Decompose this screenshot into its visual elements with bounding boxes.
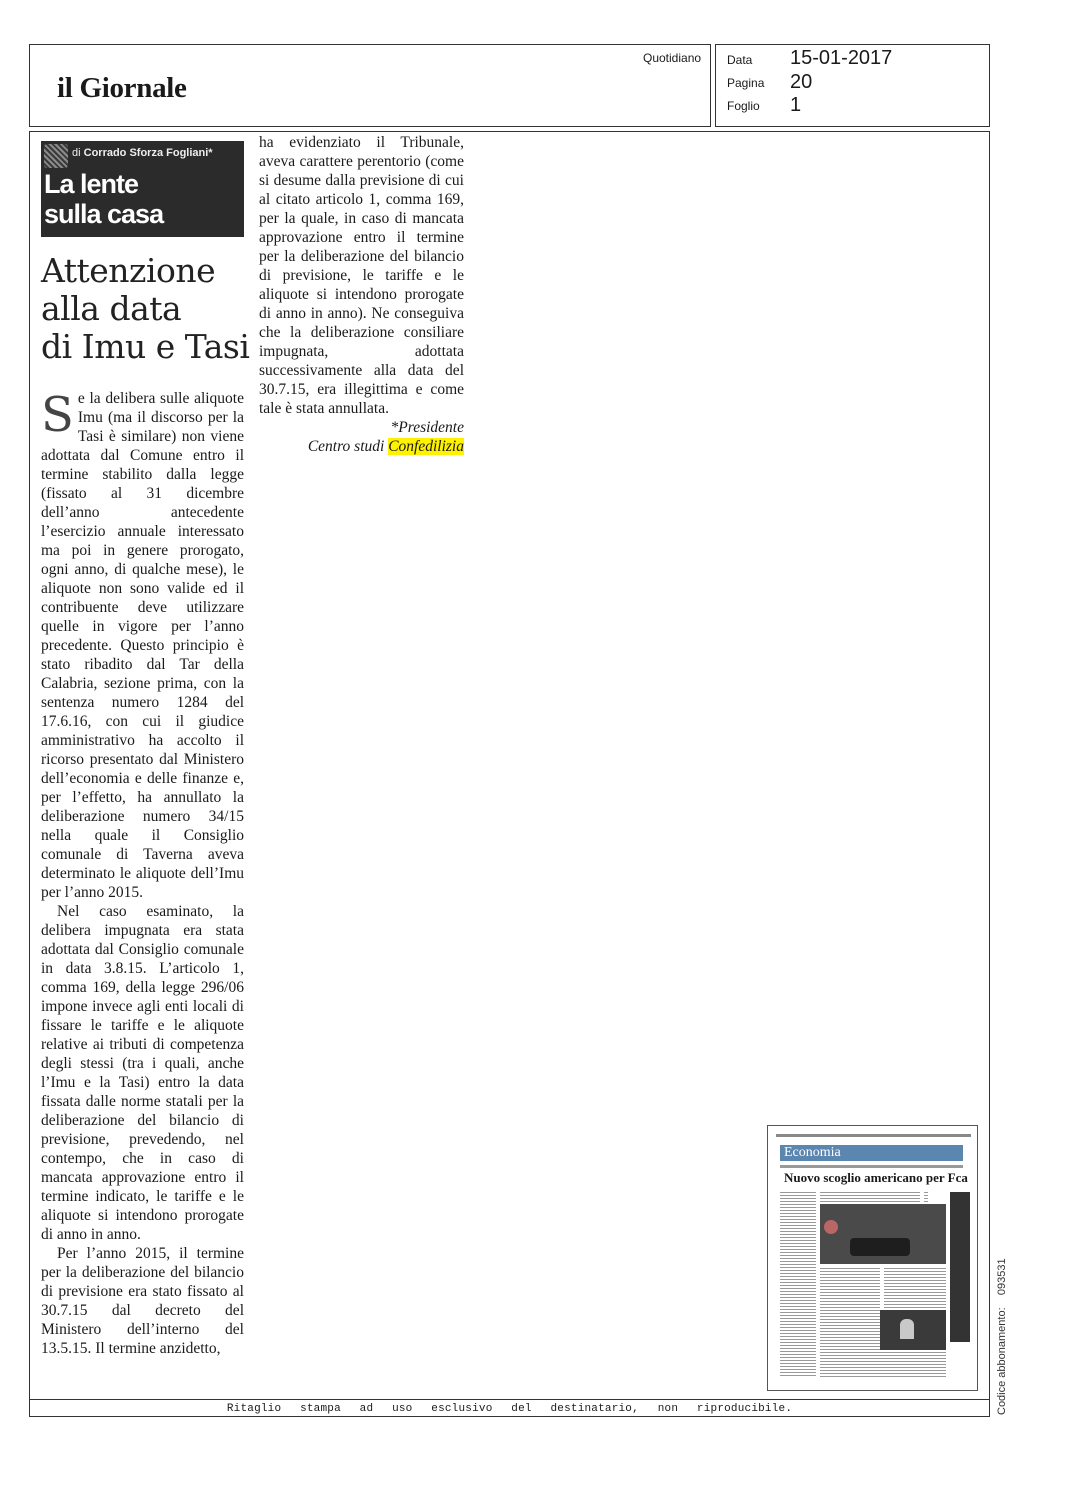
thumbnail-photo-car — [850, 1238, 910, 1256]
thumbnail-headline: Nuovo scoglio americano per Fca — [784, 1170, 968, 1185]
article-paragraph: Nel caso esaminato, la delibera impugnata era stata adottata dal Consiglio comunale in data 3.8.15. L’articolo 1, comma 169, della legge 296/06 impone invece agli enti locali di fissare le tariffe e le aliquote relative ai tributi di competenza degli stessi (tra i quali, anche l’Imu e la Tasi) entro la data fissata dalle norme statali per la deliberazione del bilancio di previsione, prevedendo, nel contempo, che in caso di mancata approvazione entro il termine indicato, le tariffe e le aliquote si intendono prorogate di anno in anno. — [41, 903, 244, 1243]
sheet-label: Foglio — [727, 99, 760, 113]
thumbnail-page — [776, 1134, 971, 1384]
article-column-1 — [41, 389, 244, 1358]
thumbnail-text-column — [880, 1352, 946, 1378]
author-name: Corrado Sforza Fogliani* — [83, 147, 213, 159]
author-portrait — [44, 144, 68, 168]
thumbnail-kicker — [780, 1165, 963, 1168]
sheet-value: 1 — [790, 94, 802, 116]
masthead: il Giornale — [57, 72, 187, 104]
thumbnail-sidebar — [950, 1192, 970, 1342]
thumbnail-text-column — [884, 1268, 946, 1308]
thumbnail-text-column — [924, 1192, 928, 1202]
article-paragraph: ha evidenziato il Tribunale, aveva carattere perentorio (come si desume dalla previsione di cui al citato articolo 1, comma 169, per la quale, in caso di mancata approvazione entro il termine per la deliberazione del bilancio di previsione, le tariffe e le aliquote si intendono prorogate di anno in anno). Ne conseguiva che la deliberazione consiliare impugnata, adottata successivamente alla data del 30.7.15, era illegittima e come tale è stata annullata. — [259, 134, 464, 417]
article-paragraph: Per l’anno 2015, il termine per la deliberazione del bilancio di previsione era stato fissato al 30.7.15 dal decreto del Ministero dell’interno del 13.5.15. Il termine anzidetto, — [41, 1245, 244, 1357]
page-value: 20 — [790, 71, 813, 93]
rubric-title — [44, 169, 244, 229]
article-headline — [41, 252, 251, 366]
signature-org-prefix: Centro studi — [307, 438, 385, 455]
thumbnail-text-column — [820, 1192, 920, 1202]
highlighted-keyword: Confedilizia — [388, 438, 464, 455]
thumbnail-photo-person — [824, 1220, 838, 1234]
paragraph-text: e la delibera sulle aliquote Imu (ma il discorso per la Tasi è similare) non viene adottata dal Comune entro il termine stabilito dalla legge (fissato al 31 dicembre dell’anno antecedente l’esercizio annuale interessato ma poi in genere prorogato, ogni anno, di qualche mese), le aliquote non sono valide ed il contribuente deve utilizzare quelle in vigore per l’anno precedente. Questo principio è stato ribadito dal Tar della Calabria, sezione prima, con la sentenza numero 1284 del 17.6.16, con cui il giudice amministrativo ha accolto il ricorso presentato dal Ministero dell’economia e delle finanze e, per l’effetto, ha annullato la deliberazione numero 34/15 nella quale il Consiglio comunale di Taverna aveva determinato le aliquote dell’Imu per l’anno 2015. — [41, 390, 244, 901]
thumbnail-topbar — [776, 1134, 971, 1137]
subscription-label: Codice abbonamento: — [996, 1307, 1008, 1415]
thumbnail-text-column — [780, 1192, 816, 1377]
signature-org — [259, 437, 464, 456]
signature-role: *Presidente — [390, 419, 464, 436]
thumbnail-text-column — [820, 1352, 876, 1378]
footer-divider — [29, 1399, 990, 1400]
article-column-2 — [259, 133, 464, 456]
date-label: Data — [727, 53, 753, 67]
page-thumbnail — [767, 1125, 978, 1391]
author-prefix: di — [72, 147, 81, 159]
article-paragraph — [41, 389, 244, 902]
date-value: 15-01-2017 — [790, 47, 893, 69]
rubric-author — [72, 147, 213, 159]
rubric-title-line: La lente — [44, 169, 139, 199]
headline-line: alla data — [41, 289, 182, 328]
rubric-title-line: sulla casa — [44, 199, 164, 229]
footer-disclaimer: Ritaglio stampa ad uso esclusivo del destinatario, non riproducibile. — [226, 1403, 793, 1415]
thumbnail-section: Economia — [780, 1145, 963, 1161]
headline-line: di Imu e Tasi — [41, 327, 250, 366]
column-rubric — [41, 141, 244, 237]
subscription-code — [996, 1258, 1008, 1415]
page-label: Pagina — [727, 76, 765, 90]
headline-line: Attenzione — [41, 251, 216, 290]
drop-cap: S — [41, 387, 74, 443]
subscription-number: 093531 — [996, 1258, 1008, 1296]
thumbnail-photo-person — [900, 1319, 914, 1339]
paper-type: Quotidiano — [643, 51, 702, 65]
